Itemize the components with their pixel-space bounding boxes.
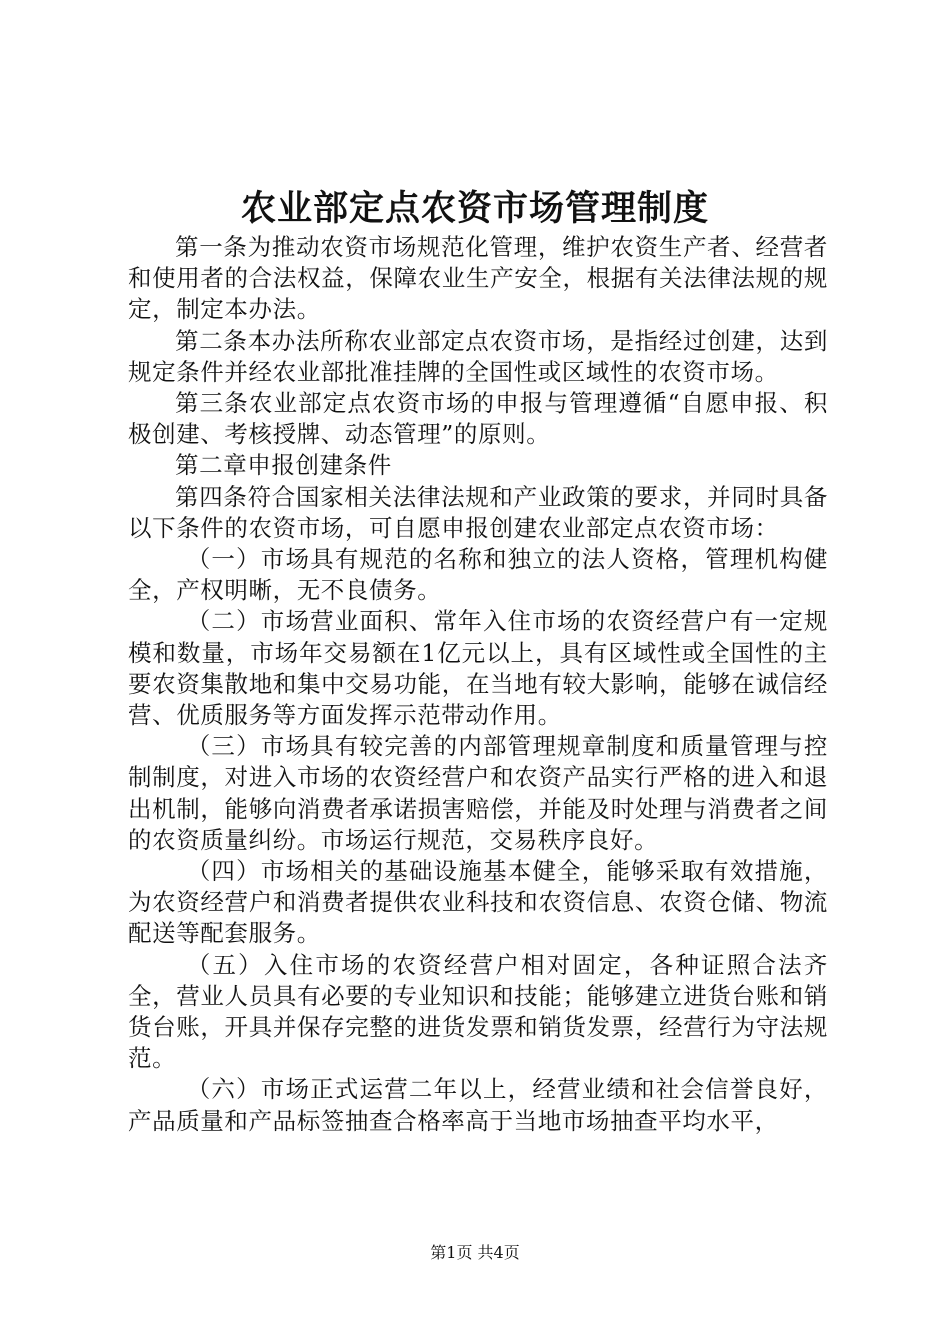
condition-6-paragraph: （六）市场正式运营二年以上，经营业绩和社会信誉良好，产品质量和产品标签抽查合格率高于当地市场抽查平均水平， xyxy=(128,1075,828,1135)
page-footer: 第1页 共4页 xyxy=(430,1243,520,1262)
article-1-paragraph: 第一条为推动农资市场规范化管理，维护农资生产者、经营者和使用者的合法权益，保障农业生产安全，根据有关法律法规的规定，制定本办法。 xyxy=(128,233,828,324)
condition-5-paragraph: （五）入住市场的农资经营户相对固定，各种证照合法齐全，营业人员具有必要的专业知识和技能；能够建立进货台账和销货台账，开具并保存完整的进货发票和销货发票，经营行为守法规范。 xyxy=(128,950,828,1073)
article-3-paragraph: 第三条农业部定点农资市场的申报与管理遵循“自愿申报、积极创建、考核授牌、动态管理”的原则。 xyxy=(128,389,828,449)
condition-1-paragraph: （一）市场具有规范的名称和独立的法人资格，管理机构健全，产权明晰，无不良债务。 xyxy=(128,545,828,605)
article-4-paragraph: 第四条符合国家相关法律法规和产业政策的要求，并同时具备以下条件的农资市场，可自愿申报创建农业部定点农资市场： xyxy=(128,482,828,542)
document-title: 农业部定点农资市场管理制度 xyxy=(240,188,709,229)
condition-4-paragraph: （四）市场相关的基础设施基本健全，能够采取有效措施，为农资经营户和消费者提供农业科技和农资信息、农资仓储、物流配送等配套服务。 xyxy=(128,857,828,948)
condition-2-paragraph: （二）市场营业面积、常年入住市场的农资经营户有一定规模和数量，市场年交易额在1亿元以上，具有区域性或全国性的主要农资集散地和集中交易功能，在当地有较大影响，能够在诚信经营、优质服务等方面发挥示范带动作用。 xyxy=(128,607,828,730)
article-2-paragraph: 第二条本办法所称农业部定点农资市场，是指经过创建，达到规定条件并经农业部批准挂牌的全国性或区域性的农资市场。 xyxy=(128,326,828,386)
condition-3-paragraph: （三）市场具有较完善的内部管理规章制度和质量管理与控制制度，对进入市场的农资经营户和农资产品实行严格的进入和退出机制，能够向消费者承诺损害赔偿，并能及时处理与消费者之间的农资质量纠纷。市场运行规范，交易秩序良好。 xyxy=(128,732,828,854)
document-body xyxy=(128,232,828,1137)
chapter-2-heading: 第二章申报创建条件 xyxy=(175,451,392,480)
